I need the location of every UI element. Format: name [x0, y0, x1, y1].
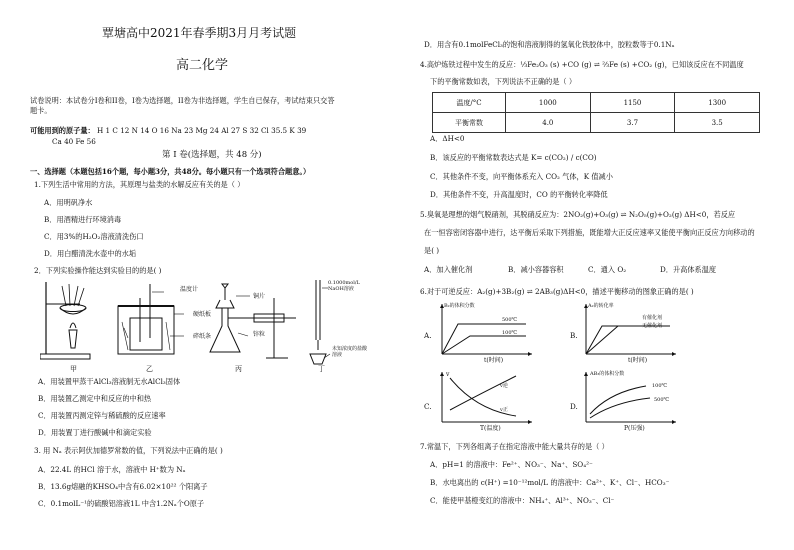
q2-option-c: C．用装置丙测定锌与稀硫酸的反应速率 [38, 411, 166, 420]
q6-graph-b-l2: 无催化剂 [642, 323, 663, 329]
section1-heading: 一、选择题（本题包括16个题，每小题3分，共48分。每小题只有一个选项符合题意。） [30, 167, 311, 176]
q6-graph-c-xlabel: T(温度) [480, 425, 501, 432]
intro-line1: 试卷说明：本试卷分I卷和II卷，I卷为选择题，II卷为非选择题，学生自已保存，考试结束只交答 [30, 96, 335, 105]
q6-graph-d-option: D. [570, 402, 578, 411]
curve-500c [590, 398, 650, 418]
table-cell: 1000 [506, 93, 591, 113]
q3-option-a: A．22.4L 的HCl 溶于水，溶液中 H⁺数为 Nₐ [38, 465, 186, 474]
q6-graph-c-l2: v正 [500, 407, 508, 413]
atomic-mass-values: H 1 C 12 N 14 O 16 Na 23 Mg 24 Al 27 S 32 Cl 35.5 K 39 [97, 126, 307, 135]
right-column [420, 0, 775, 550]
q2-stem: 2．下列实验操作能达到实验目的的是( ) [34, 266, 162, 275]
q6-graph-a-l1: 500℃ [502, 317, 518, 323]
q4-option-b: B．该反应的平衡常数表达式是 K= c(CO₂) / c(CO) [430, 153, 597, 162]
q3-option-c: C．0.1molL⁻¹的硫酸铝溶液1L 中含1.2Nₐ个O原子 [38, 499, 205, 508]
table-cell: 4.0 [506, 113, 591, 133]
q6-graph-c-l1: v逆 [500, 383, 508, 389]
caption-yi: 乙 [146, 365, 153, 373]
q7-stem: 7.常温下，下列各组离子在指定溶液中能大量共存的是（ ） [420, 442, 609, 451]
atomic-mass [30, 126, 306, 135]
caption-bing: 丙 [235, 365, 242, 373]
atomic-mass-label: 可能用到的原子量： [30, 126, 95, 135]
subject-title: 高二化学 [176, 58, 229, 73]
q4-stem2: 下的平衡常数如表，下列说法不正确的是（ ） [430, 77, 577, 86]
q6-graph-d-l1: 100℃ [652, 383, 668, 389]
q1-stem: 1.下列生活中常用的方法，其原理与盐类的水解反应有关的是（ ） [34, 180, 245, 189]
q6-graph-a [436, 302, 536, 364]
table-row [433, 93, 760, 113]
q6-graph-b-l1: 有催化剂 [642, 315, 663, 321]
q7-option-c: C．能使甲基橙变红的溶液中：NH₄⁺、Al³⁺、NO₃⁻、Cl⁻ [430, 496, 615, 505]
q6-graph-c-ylabel: v [446, 371, 450, 378]
curve-no-catalyst [586, 326, 618, 354]
exam-title: 覃塘高中2021年春季期3月月考试题 [102, 26, 297, 40]
apparatus-yi [118, 284, 184, 354]
table-cell: 温度/°C [433, 93, 506, 113]
q6-graph-c [436, 370, 536, 432]
table-row [433, 113, 760, 133]
label-paper-strips: 碎纸条 [193, 333, 212, 340]
q5-option-a: A．加入催化剂 [424, 265, 473, 274]
q1-option-b: B．用酒精进行环境消毒 [44, 215, 122, 224]
table-cell: 平衡常数 [433, 113, 506, 133]
q6-stem: 6.对于可逆反应：A₂(g)+3B₂(g) ⇌ 2AB₃(g)ΔH<0，描述平衡移动的图象正确的是( ) [420, 287, 694, 296]
q4-stem: 4.高炉炼铁过程中发生的反应：⅓Fe₂O₃ (s) +CO (g) ⇌ ⅔Fe (s) +CO₂ (g)，已知该反应在不同温度 [420, 60, 744, 69]
table-cell: 1300 [675, 93, 760, 113]
table-cell: 3.5 [675, 113, 760, 133]
label-thermometer: 温度计 [180, 286, 199, 293]
q4-option-d: D．其他条件不变，升高温度时，CO 的平衡转化率降低 [430, 190, 608, 199]
q6-graph-b-ylabel: A₂的转化率 [588, 303, 614, 309]
q6-graph-b-xlabel: t(时间) [628, 357, 648, 364]
q7-option-a: A．pH=1 的溶液中：Fe²⁺、NO₃⁻、Na⁺、SO₄²⁻ [430, 460, 593, 469]
curve-100 [442, 336, 526, 354]
q2-option-a: A．用装置甲蒸干AlCl₃溶液制无水AlCl₃固体 [38, 377, 181, 386]
apparatus-ding [310, 280, 330, 364]
q3-option-b: B．13.6g熔融的KHSO₄中含有6.02×10²² 个阳离子 [38, 482, 208, 491]
q5-option-b: B．减小容器容积 [508, 265, 564, 274]
caption-ding: 丁 [318, 365, 325, 373]
atomic-mass-line2: Ca 40 Fe 56 [52, 137, 96, 146]
q6-graph-a-ylabel: B₂的体积分数 [444, 303, 475, 309]
q4-equilibrium-table [432, 92, 760, 133]
q5-stem3: 是( ) [424, 246, 440, 255]
q1-option-a: A．用明矾净水 [44, 198, 93, 207]
label-copper-plate: 铜片 [253, 293, 266, 300]
q6-graph-d-ylabel: AB₃的体积分数 [590, 371, 625, 377]
q3-stem: 3. 用 Nₐ 表示阿伏加德罗常数的值，下列说法中正确的是( ) [34, 446, 223, 455]
q1-option-d: D．用白醋清洗水壶中的水垢 [44, 249, 137, 258]
q6-graph-d-l2: 500℃ [654, 397, 670, 403]
caption-jia: 甲 [70, 365, 77, 373]
table-cell: 3.7 [590, 113, 675, 133]
q4-option-c: C．其他条件不变，向平衡体系充入 CO₂ 气体，K 值减小 [430, 172, 613, 181]
label-hcl: 未知浓度的盐酸溶液 [332, 346, 368, 358]
q6-graph-b [580, 302, 680, 364]
q6-graph-c-option: C. [424, 402, 432, 411]
left-column [30, 0, 390, 550]
q5-option-c: C．通入 O₂ [588, 265, 627, 274]
q6-graph-a-l2: 100℃ [502, 330, 518, 336]
q5-stem2: 在一恒容密闭容器中进行，达平衡后采取下列措施，既能增大正反应速率又能使平衡向正反应方向移动的 [424, 228, 755, 237]
q2-option-b: B．用装置乙测定中和反应的中和热 [38, 394, 152, 403]
q2-option-d: D．用装置丁进行酸碱中和滴定实验 [38, 428, 152, 437]
q7-option-b: B．水电离出的 c(H⁺) =10⁻¹²mol/L 的溶液中：Ca²⁺、K⁺、Cl⁻、HCO₃⁻ [430, 478, 670, 487]
section1-title: 第 I 卷(选择题，共 48 分) [162, 150, 262, 160]
q5-option-d: D．升高体系温度 [660, 265, 717, 274]
q5-stem: 5.臭氧是理想的烟气脱硝剂，其脱硝反应为：2NO₂(g)+O₃(g) ⇌ N₂O₅(g)+O₂(g) ΔH<0，若反应 [420, 210, 736, 219]
q6-graph-a-option: A. [424, 331, 432, 340]
label-naoh: 0.1000mol/L NaOH溶液 [328, 280, 360, 292]
label-cardboard: 硬纸板 [193, 311, 212, 318]
q4-option-a: A．ΔH<0 [430, 134, 465, 143]
q6-graph-b-option: B. [570, 331, 578, 340]
q6-graph-d-xlabel: P(压强) [624, 425, 645, 432]
q1-option-c: C．用3%的H₂O₂溶液清洗伤口 [44, 232, 144, 241]
label-zinc: 锌粒 [253, 331, 266, 338]
q3-option-d: D．用含有0.1molFeCl₃的饱和溶液制得的氢氧化铁胶体中，胶粒数等于0.1Nₐ [424, 40, 675, 49]
intro-line2: 题卡。 [30, 106, 52, 115]
apparatus-jia [40, 282, 90, 359]
table-cell: 1150 [590, 93, 675, 113]
q6-graph-a-xlabel: t(时间) [484, 357, 504, 364]
